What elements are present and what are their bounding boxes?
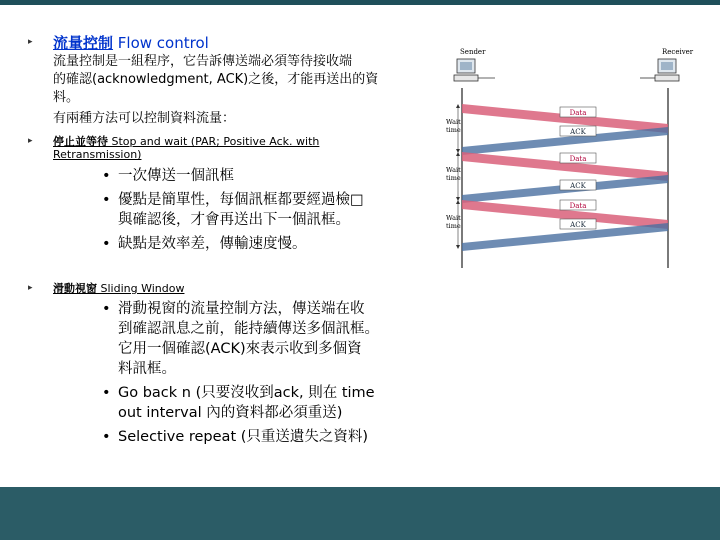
- point-line: 到確認訊息之前，能持續傳送多個訊框。: [118, 321, 379, 337]
- title-en: Flow control: [113, 34, 209, 52]
- frame-ack-1: [462, 126, 668, 155]
- wait-label: time: [446, 222, 461, 230]
- bullet-dot-icon: •: [102, 385, 111, 401]
- ack-label: ACK: [570, 128, 586, 136]
- point-line: 優點是簡單性，每個訊框都要經過檢□: [118, 192, 364, 208]
- data-label: Data: [569, 155, 587, 163]
- frame-data-2: [462, 152, 668, 181]
- ack-label: ACK: [570, 221, 586, 229]
- sliding-title: 滑動視窗: [53, 282, 97, 295]
- data-label: Data: [569, 202, 587, 210]
- point-line: 料訊框。: [118, 361, 176, 377]
- bullet-arrow-icon: ▸: [28, 283, 33, 293]
- receiver-label: Receiver: [662, 48, 694, 56]
- point-line: out interval 內的資料都必須重送): [118, 405, 343, 421]
- receiver-computer-icon: [640, 59, 679, 81]
- point-line: 滑動視窗的流量控制方法，傳送端在收: [118, 301, 365, 317]
- top-bar: [0, 0, 720, 5]
- list-item: [98, 166, 364, 186]
- sliding-heading: [53, 280, 184, 296]
- point-line: 與確認後，才會再送出下一個訊框。: [118, 212, 350, 228]
- list-item: [98, 383, 379, 423]
- intro-line-3: 料。: [53, 90, 80, 105]
- wait-label: time: [446, 126, 461, 134]
- title-zh: 流量控制: [53, 34, 114, 52]
- stopwait-text-line2: [53, 148, 141, 161]
- ack-label: ACK: [570, 182, 586, 190]
- point-line: 一次傳送一個訊框: [118, 168, 234, 184]
- slide-title: [53, 32, 209, 53]
- stopwait-heading: [53, 133, 319, 149]
- frame-ack-2: [462, 175, 668, 203]
- sliding-text: Sliding Window: [97, 282, 185, 295]
- wait-label: Wait: [446, 166, 461, 174]
- stopwait-text-2: Retransmission): [53, 148, 142, 161]
- bullet-dot-icon: •: [102, 236, 111, 252]
- wait-label: time: [446, 174, 461, 182]
- list-item: [98, 427, 379, 447]
- bullet-arrow-icon: ▸: [28, 136, 33, 146]
- list-item: [98, 234, 364, 254]
- bullet-dot-icon: •: [102, 192, 111, 208]
- stop-and-wait-diagram: [440, 42, 710, 272]
- sliding-points: [98, 299, 379, 451]
- intro-line-4: 有兩種方法可以控制資料流量：: [53, 111, 236, 126]
- bullet-dot-icon: •: [102, 301, 111, 317]
- list-item: [98, 299, 379, 379]
- data-label: Data: [569, 109, 587, 117]
- point-line: 缺點是效率差，傳輸速度慢。: [118, 236, 307, 252]
- wait-time-marker: [446, 200, 461, 249]
- point-line: Selective repeat (只重送遺失之資料): [118, 429, 369, 445]
- bottom-bar: [0, 487, 720, 540]
- wait-time-marker: [446, 104, 461, 153]
- point-line: 它用一個確認(ACK)來表示收到多個資: [118, 341, 362, 357]
- bullet-dot-icon: •: [102, 429, 111, 445]
- bullet-dot-icon: •: [102, 168, 111, 184]
- sender-computer-icon: [454, 59, 495, 81]
- wait-label: Wait: [446, 118, 461, 126]
- intro-line-1: 流量控制是一組程序，它告訴傳送端必須等待接收端: [53, 54, 353, 69]
- intro-line-2: 的確認(acknowledgment, ACK)之後，才能再送出的資: [53, 72, 379, 87]
- wait-label: Wait: [446, 214, 461, 222]
- list-item: [98, 190, 364, 230]
- point-line: Go back n (只要沒收到ack, 則在 time: [118, 385, 375, 401]
- sender-label: Sender: [460, 48, 486, 56]
- stopwait-title: 停止並等待: [53, 135, 108, 148]
- stopwait-text: Stop and wait (PAR; Positive Ack. with: [108, 135, 320, 148]
- wait-time-marker: [446, 152, 461, 201]
- bullet-arrow-icon: ▸: [28, 37, 33, 47]
- stopwait-points: [98, 166, 364, 258]
